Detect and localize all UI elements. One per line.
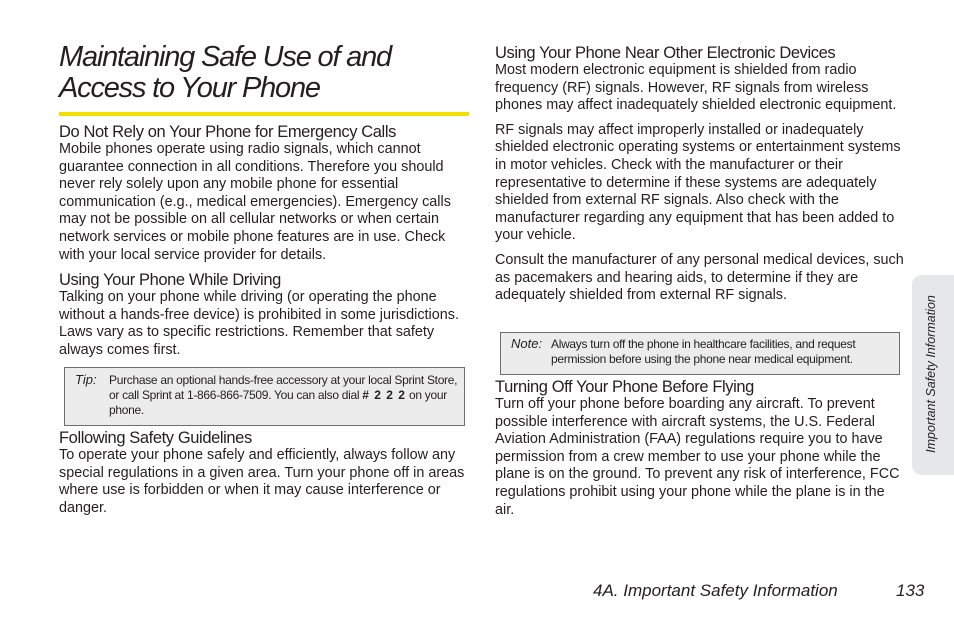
section-heading: Turning Off Your Phone Before Flying bbox=[495, 378, 754, 396]
note-text: Always turn off the phone in healthcare facilities, and request permission before using the phone near medical equipment. bbox=[551, 337, 856, 366]
section-safety-guidelines bbox=[59, 429, 471, 517]
section-heading: Following Safety Guidelines bbox=[59, 429, 252, 447]
section-driving bbox=[59, 271, 471, 359]
section-body: Talking on your phone while driving (or operating the phone without a hands-free device) is prohibited in some jurisdictions. Laws vary as to specific restrictions. Remember that safety always comes first. bbox=[59, 289, 459, 358]
tip-box bbox=[64, 367, 465, 426]
section-body: To operate your phone safely and efficiently, always follow any special regulations in a given area. Turn your phone off in areas where use is forbidden or when it may cause interference or danger. bbox=[59, 447, 465, 516]
section-paragraph: Most modern electronic equipment is shielded from radio frequency (RF) signals. However, RF signals from wireless phones may affect inadequately shielded electronic equipment. bbox=[495, 62, 897, 114]
section-emergency-calls bbox=[59, 123, 471, 264]
tip-dial-code: # 2 2 2 bbox=[362, 388, 406, 402]
page-title: Maintaining Safe Use of and Access to Your Phone bbox=[59, 41, 391, 104]
section-body: Turn off your phone before boarding any aircraft. To prevent possible interference with aircraft systems, the U.S. Federal Aviation Administration (FAA) regulations require you to have permission from a crew member to use your phone while the plane is on the ground. To prevent any risk of interference, FCC regulations prohibit using your phone while the plane is in the air. bbox=[495, 396, 900, 518]
side-tab-label: Important Safety Information bbox=[924, 295, 938, 453]
tip-text bbox=[109, 373, 459, 418]
footer-section-title: 4A. Important Safety Information bbox=[593, 581, 838, 600]
section-paragraph: RF signals may affect improperly installed or inadequately shielded electronic operating systems or entertainment systems in motor vehicles. Check with the manufacturer or their representative to determine if these systems are adequately shielded from external RF signals. Also check with the manufacturer regarding any equipment that has been added to your vehicle. bbox=[495, 121, 901, 244]
note-label: Note: bbox=[511, 336, 543, 351]
page-number: 133 bbox=[896, 581, 925, 600]
section-body: Mobile phones operate using radio signals, which cannot guarantee connection in all conditions. Therefore you should never rely solely upon any mobile phone for essential communication (e.g., medical emergencies). Emergency calls may not be possible on all cellular networks or when certain network services or mobile phone features are in use. Check with your local service provider for details. bbox=[59, 141, 451, 263]
section-heading: Using Your Phone Near Other Electronic Devices bbox=[495, 44, 836, 62]
tip-text-main: Purchase an optional hands-free accessory at your local Sprint Store, or call Sprint at 1-866-866-7509. You can also dial bbox=[109, 373, 458, 402]
title-rule bbox=[59, 112, 469, 116]
tip-text-end: on your phone. bbox=[109, 388, 447, 417]
tip-label: Tip: bbox=[75, 372, 97, 387]
section-flying bbox=[495, 378, 905, 519]
section-heading: Do Not Rely on Your Phone for Emergency Calls bbox=[59, 123, 396, 141]
section-paragraph: Consult the manufacturer of any personal medical devices, such as pacemakers and hearing aids, to determine if they are adequately shielded from external RF signals. bbox=[495, 251, 904, 304]
section-heading: Using Your Phone While Driving bbox=[59, 271, 281, 289]
section-electronic-devices bbox=[495, 44, 905, 305]
note-box bbox=[500, 332, 900, 375]
